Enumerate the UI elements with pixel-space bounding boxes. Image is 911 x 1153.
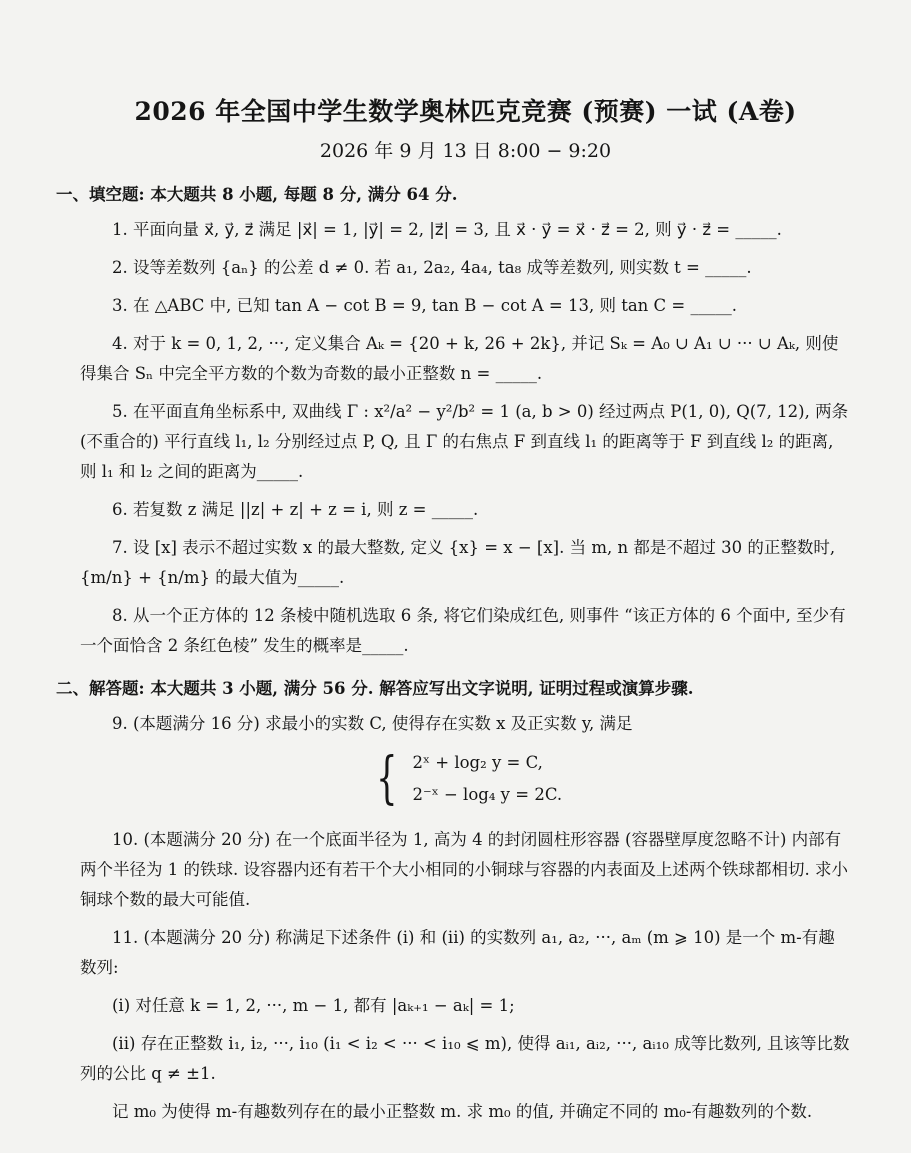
question-4: 4. 对于 k = 0, 1, 2, ···, 定义集合 Aₖ = {20 + k, 26 + 2k}, 并记 Sₖ = A₀ ∪ A₁ ∪ ··· ∪ Aₖ, 则使得集合 Sₙ 中完全平方数的个数为奇数的最小正整数 n = _____. xyxy=(80,334,839,383)
question-1: 1. 平面向量 x⃗, y⃗, z⃗ 满足 |x⃗| = 1, |y⃗| = 2, |z⃗| = 3, 且 x⃗ · y⃗ = x⃗ · z⃗ = 2, 则 y⃗ · z⃗ = _____. xyxy=(112,220,782,239)
equation-lines xyxy=(413,747,563,811)
question-8: 8. 从一个正方体的 12 条棱中随机选取 6 条, 将它们染成红色, 则事件 “该正方体的 6 个面中, 至少有一个面恰含 2 条红色棱” 发生的概率是_____. xyxy=(80,606,846,655)
question-11-condition-1: (i) 对任意 k = 1, 2, ···, m − 1, 都有 |aₖ₊₁ − aₖ| = 1; xyxy=(112,996,515,1015)
exam-date: 2026 年 9 月 13 日 8:00 − 9:20 xyxy=(319,140,612,162)
question-11: 11. (本题满分 20 分) 称满足下述条件 (i) 和 (ii) 的实数列 a₁, a₂, ···, aₘ (m ⩾ 10) 是一个 m-有趣数列: xyxy=(80,928,835,977)
equation-2: 2⁻ˣ − log₄ y = 2C. xyxy=(412,785,563,804)
exam-title: 2026 年全国中学生数学奥林匹克竞赛 (预赛) 一试 (A卷) xyxy=(134,97,797,126)
equation-system xyxy=(80,747,851,811)
left-brace: { xyxy=(376,746,398,811)
question-6: 6. 若复数 z 满足 ||z| + z| + z = i, 则 z = _____. xyxy=(112,500,479,519)
question-9: 9. (本题满分 16 分) 求最小的实数 C, 使得存在实数 x 及正实数 y, 满足 xyxy=(112,714,633,733)
question-10: 10. (本题满分 20 分) 在一个底面半径为 1, 高为 4 的封闭圆柱形容器 (容器壁厚度忽略不计) 内部有两个半径为 1 的铁球. 设容器内还有若干个大小相同的小铜球与容器的内表面及上述两个铁球都相切. 求小铜球个数的最大可能值. xyxy=(80,830,848,909)
section-2-heading: 二、解答题: 本大题共 3 小题, 满分 56 分. 解答应写出文字说明, 证明过程或演算步骤. xyxy=(56,679,694,698)
question-11-final: 记 m₀ 为使得 m-有趣数列存在的最小正整数 m. 求 m₀ 的值, 并确定不同的 m₀-有趣数列的个数. xyxy=(112,1102,813,1121)
question-3: 3. 在 △ABC 中, 已知 tan A − cot B = 9, tan B − cot A = 13, 则 tan C = _____. xyxy=(112,296,737,315)
equation-1: 2ˣ + log₂ y = C, xyxy=(412,753,543,772)
question-2: 2. 设等差数列 {aₙ} 的公差 d ≠ 0. 若 a₁, 2a₂, 4a₄, ta₈ 成等差数列, 则实数 t = _____. xyxy=(112,258,752,277)
section-1-heading: 一、填空题: 本大题共 8 小题, 每题 8 分, 满分 64 分. xyxy=(56,185,458,204)
question-11-condition-2: (ii) 存在正整数 i₁, i₂, ···, i₁₀ (i₁ < i₂ < ··· < i₁₀ ⩽ m), 使得 aᵢ₁, aᵢ₂, ···, aᵢ₁₀ 成等比数列, 且该等比数列的公比 q ≠ ±1. xyxy=(80,1034,850,1083)
question-7: 7. 设 [x] 表示不超过实数 x 的最大整数, 定义 {x} = x − [x]. 当 m, n 都是不超过 30 的正整数时, {m/n} + {n/m} 的最大值为_____. xyxy=(80,538,836,587)
question-5: 5. 在平面直角坐标系中, 双曲线 Γ : x²/a² − y²/b² = 1 (a, b > 0) 经过两点 P(1, 0), Q(7, 12), 两条 (不重合的) 平行直线 l₁, l₂ 分别经过点 P, Q, 且 Γ 的右焦点 F 到直线 l₁ 的距离等于 F 到直线 l₂ 的距离, 则 l₁ 和 l₂ 之间的距离为_____. xyxy=(80,402,849,481)
